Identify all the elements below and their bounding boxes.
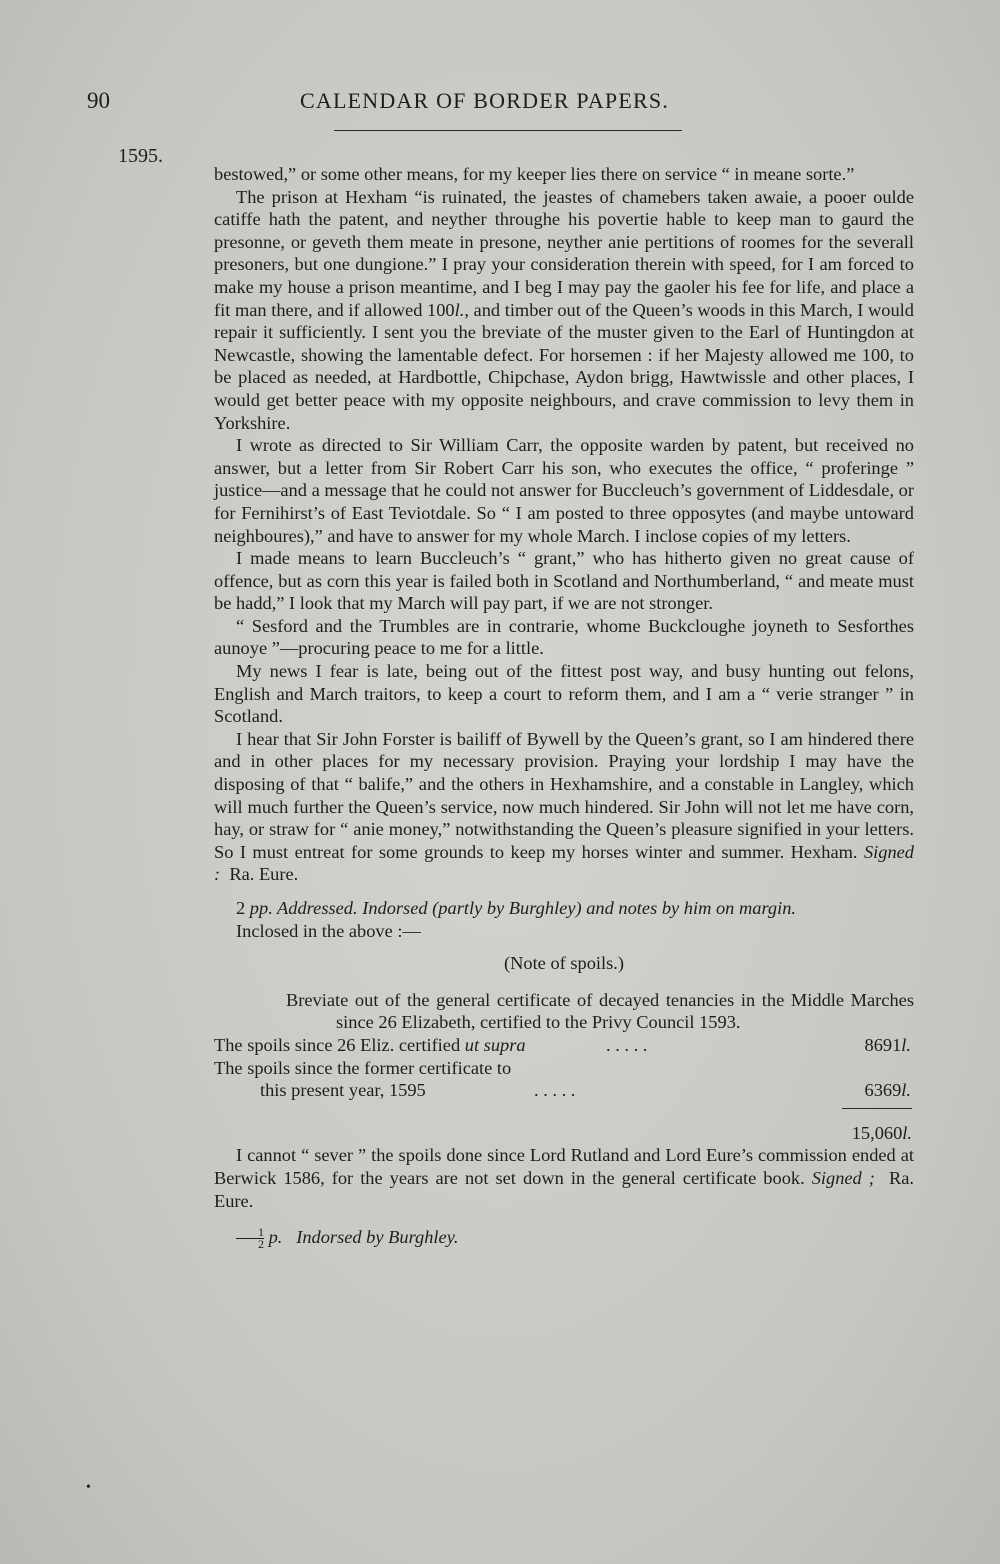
money-unit: l. — [454, 299, 465, 320]
paragraph: bestowed,” or some other means, for my keeper lies there on service “ in meane sorte.” — [214, 164, 855, 184]
paragraph: “ Sesford and the Trumbles are in contrarie, whome Buckcloughe joyneth to Sesforthes aunoye ”—procuring peace to me for a little. — [214, 615, 914, 659]
leader-dots: . . . . . — [534, 1080, 576, 1101]
amount-value: 6369 — [864, 1080, 902, 1101]
sum-rule — [214, 1102, 914, 1116]
amount-unit: l. — [901, 1080, 911, 1101]
amount-value: 8691 — [864, 1034, 902, 1055]
signatory-name: Ra. Eure. — [214, 1167, 914, 1211]
endorsement-text: Addressed. Indorsed ( — [272, 898, 439, 918]
spoils-label: The spoils since the former certificate to — [214, 1057, 512, 1078]
spoils-label: this present year, 1595 — [260, 1080, 426, 1101]
signatory-name: Ra. Eure. — [229, 864, 299, 885]
spoils-label-italic: ut supra — [464, 1034, 526, 1055]
header-rule — [334, 130, 682, 131]
spoils-label-text: The spoils since 26 Eliz. certified — [214, 1034, 465, 1055]
spoils-amount — [865, 1079, 912, 1102]
letter-body — [214, 163, 914, 1250]
paragraph-text: , and timber out of the Queen’s woods in this March, I would repair it sufficiently. I sent you the breviate of the muster given to the Earl of Huntingdon at Newcastle, showing the lamentable defect. For horsemen : if her Majesty allowed me 100, to be placed as needed, at Hardbottle, Chipchase, Aydon brigg, Hawtwissle and other places, I would get better peace with my opposite neighbours, and crave commission to levy them in Yorkshire. — [214, 299, 914, 433]
year-marginal: 1595. — [118, 145, 163, 167]
breviate-heading: Breviate out of the general certificate of decayed tenancies in the Middle Marches since 26 Elizabeth, certified to the Privy Council 1593. — [286, 989, 914, 1033]
spoils-row — [214, 1079, 914, 1102]
money-amount: 100 — [427, 299, 455, 320]
signed-label: Signed : — [214, 841, 914, 885]
inclosure-line: Inclosed in the above :— — [236, 920, 421, 941]
note-title: (Note of spoils.) — [503, 953, 625, 974]
endorsement-note — [214, 897, 914, 920]
paragraph: My news I fear is late, being out of the fittest post way, and busy hunting out felons, English and March traitors, to keep a court to reform them, and I am a “ verie stranger ” in Scotland. — [214, 661, 914, 727]
page-number: 90 — [87, 88, 110, 113]
page-count-unit: p. — [268, 1227, 283, 1248]
fraction-denominator: 2 — [258, 1237, 264, 1252]
spoils-row — [214, 1034, 914, 1057]
endorsement-text: ) and notes by him on margin. — [575, 898, 797, 918]
spoils-label — [214, 1034, 526, 1057]
paragraph — [214, 186, 914, 435]
paragraph-text: I hear that Sir John Forster is bailiff of Bywell by the Queen’s grant, so I am hindered there and in other places for my necessary provision. Praying your lordship I may have the disposing of that “ balife,” and the others in Hexhamshire, and a constable in Langley, which will much further the Queen’s service, now much hindered. Sir John will not let me have corn, hay, or straw for “ anie money,” notwithstanding the Queen’s pleasure signified in your letters. So I must entreat for some grounds to keep my horses winter and summer. Hexham. — [214, 728, 914, 862]
paragraph: I made means to learn Buccleuch’s “ grant,” who has hitherto given no great cause of offence, but as corn this year is failed both in Scotland and Northumberland, “ and meate must be hadd,” I look that my March will pay part, if we are not stronger. — [214, 548, 914, 614]
page-count-unit: pp. — [249, 898, 273, 918]
endorsement-note — [214, 1226, 914, 1250]
spoils-total — [214, 1122, 914, 1145]
spoils-row — [214, 1057, 914, 1080]
endorsement-text: Indorsed by Burghley. — [296, 1227, 459, 1248]
running-header: CALENDAR OF BORDER PAPERS. — [300, 88, 670, 113]
fraction-numerator: 1 — [236, 1227, 264, 1239]
paragraph — [214, 728, 914, 886]
page-count: 2 — [236, 898, 250, 918]
total-unit: l. — [902, 1122, 912, 1143]
paragraph-text: The prison at Hexham “is ruinated, the jeastes of chamebers taken awaie, a pooer oulde catiffe hath the patent, and neyther throughe his povertie hable to keep man to gaurd the presonne, or geveth them meate in presone, neyther anie pertitions of roomes for the severall presoners, but one dungione.” I pray your consideration therein with speed, for I am forced to make my house a prison meantime, and I beg I may pay the gaoler his fee for life, and place a fit man there, and if allowed — [214, 186, 914, 320]
signed-label: Signed ; — [811, 1167, 875, 1188]
paragraph-text: I cannot “ sever ” the spoils done since Lord Rutland and Lord Eure’s commission ended at Berwick 1586, for the years are not set down in the general certificate book. — [214, 1145, 914, 1188]
amount-unit: l. — [901, 1034, 911, 1055]
leader-dots: . . . . . — [606, 1034, 648, 1055]
margin-speck: • — [86, 1480, 91, 1495]
paragraph: I wrote as directed to Sir William Carr, the opposite warden by patent, but received no answer, but a letter from Sir Robert Carr his son, who executes the office, “ proferinge ” justice—and a message that he could not answer for Buccleuch’s government of Liddesdale, or for Fernihirst’s of East Teviotdale. So “ I am posted to three opposytes (and maybe untoward neighboures),” and have to answer for my whole March. I inclose copies of my letters. — [214, 435, 914, 546]
half-fraction — [236, 1227, 264, 1250]
paragraph — [214, 1144, 914, 1212]
endorsement-text: partly by Burghley — [438, 898, 576, 918]
total-value: 15,060 — [851, 1122, 903, 1143]
spoils-amount — [865, 1034, 912, 1057]
